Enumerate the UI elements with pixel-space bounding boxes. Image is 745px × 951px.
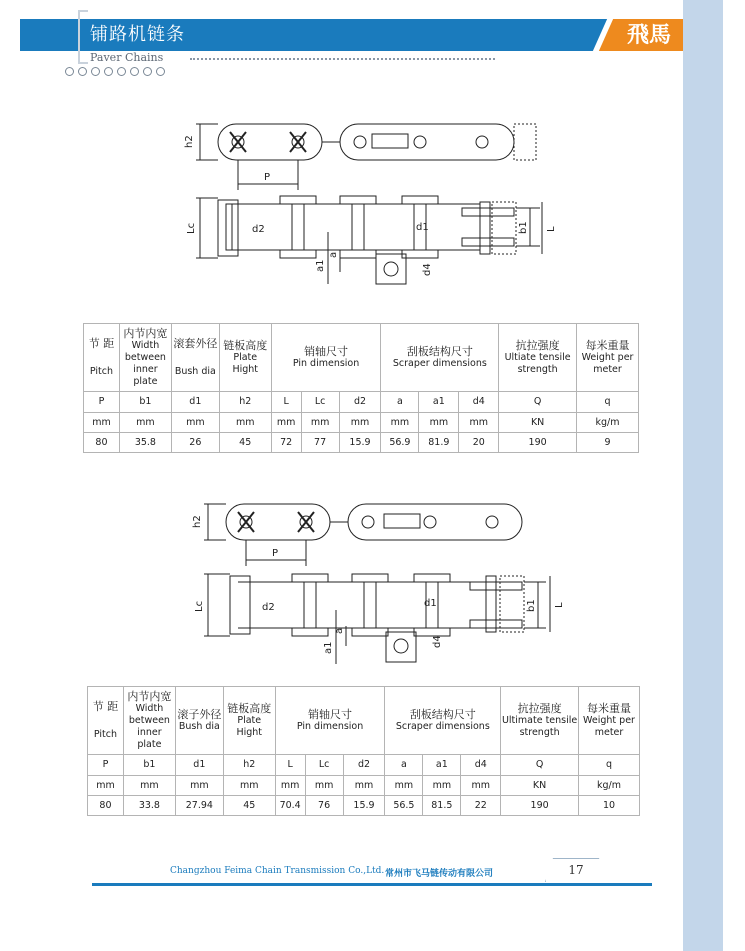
label-lc-2: Lc — [194, 600, 205, 612]
label-b1-2: b1 — [526, 599, 537, 612]
title-bracket — [78, 10, 88, 64]
label-d4-2: d4 — [432, 635, 443, 648]
unit-row: mm mm mm mm mm mm mm mm mm mm KN kg/m — [84, 413, 639, 433]
label-d1-2: d1 — [424, 598, 437, 609]
label-l: L — [546, 226, 557, 232]
label-d2-2: d2 — [262, 602, 275, 613]
page-title: 铺路机链条 — [90, 24, 185, 45]
brand-logo: 飛馬 — [626, 22, 671, 48]
label-l-2: L — [554, 602, 565, 608]
symbol-row: P b1 d1 h2 L Lc d2 a a1 d4 Q q — [84, 392, 639, 413]
spec-table-1: 节 距 Pitch 内节内宽 Width between inner plate 滚套外径 Bush dia 链板高度 Plate Hight 销轴尺寸 Pin dimension 刮板结构尺寸 Scraper dimensions 抗拉强度 Ultiate tensile strength 每米重量 Weight per meter P b1 d1 h2 L Lc d2 a a1 d4 Q q mm mm mm mm mm mm mm mm mm mm KN kg/m 80 35.8 26 45 72 77 15.9 56.9 81.9 20 190 9 — [83, 323, 639, 453]
label-lc: Lc — [186, 222, 197, 234]
label-a: a — [328, 251, 339, 258]
page-number: 17 — [568, 863, 584, 877]
decor-circles — [65, 67, 165, 76]
unit-row: mm mm mm mm mm mm mm mm mm mm KN kg/m — [88, 776, 640, 796]
value-row: 80 35.8 26 45 72 77 15.9 56.9 81.9 20 190 9 — [84, 433, 639, 453]
label-p: P — [264, 172, 271, 183]
label-a1: a1 — [315, 259, 326, 272]
label-h2-2: h2 — [192, 515, 203, 528]
side-accent-bar — [683, 0, 723, 951]
label-h2: h2 — [184, 135, 195, 148]
dotted-rule — [190, 58, 495, 60]
label-b1: b1 — [518, 221, 529, 234]
label-a-2: a — [334, 627, 345, 634]
label-p-2: P — [272, 548, 279, 559]
label-a1-2: a1 — [323, 641, 334, 654]
chain-drawing-1 — [180, 112, 570, 292]
label-d4: d4 — [422, 263, 433, 276]
label-d2: d2 — [252, 224, 265, 235]
chain-drawing-2 — [190, 496, 580, 676]
value-row: 80 33.8 27.94 45 70.4 76 15.9 56.5 81.5 22 190 10 — [88, 796, 640, 816]
page-subtitle: Paver Chains — [90, 51, 164, 64]
footer-company-zh: 常州市飞马链传动有限公司 — [385, 869, 494, 879]
label-d1: d1 — [416, 222, 429, 233]
symbol-row: P b1 d1 h2 L Lc d2 a a1 d4 Q q — [88, 755, 640, 776]
footer-rule — [92, 883, 652, 886]
footer-company-en: Changzhou Feima Chain Transmission Co.,Ltd. — [170, 866, 385, 876]
spec-table-2: 节 距 Pitch 内节内宽 Width between inner plate 滚子外径 Bush dia 链板高度 Plate Hight 销轴尺寸 Pin dimension 刮板结构尺寸 Scraper dimensions 抗拉强度 Ultimate tensile strength 每米重量 Weight per meter P b1 d1 h2 L Lc d2 a a1 d4 Q q mm mm mm mm mm mm mm mm mm mm KN kg/m 80 33.8 27.94 45 70.4 76 15.9 56.5 81.5 22 190 10 — [87, 686, 640, 816]
